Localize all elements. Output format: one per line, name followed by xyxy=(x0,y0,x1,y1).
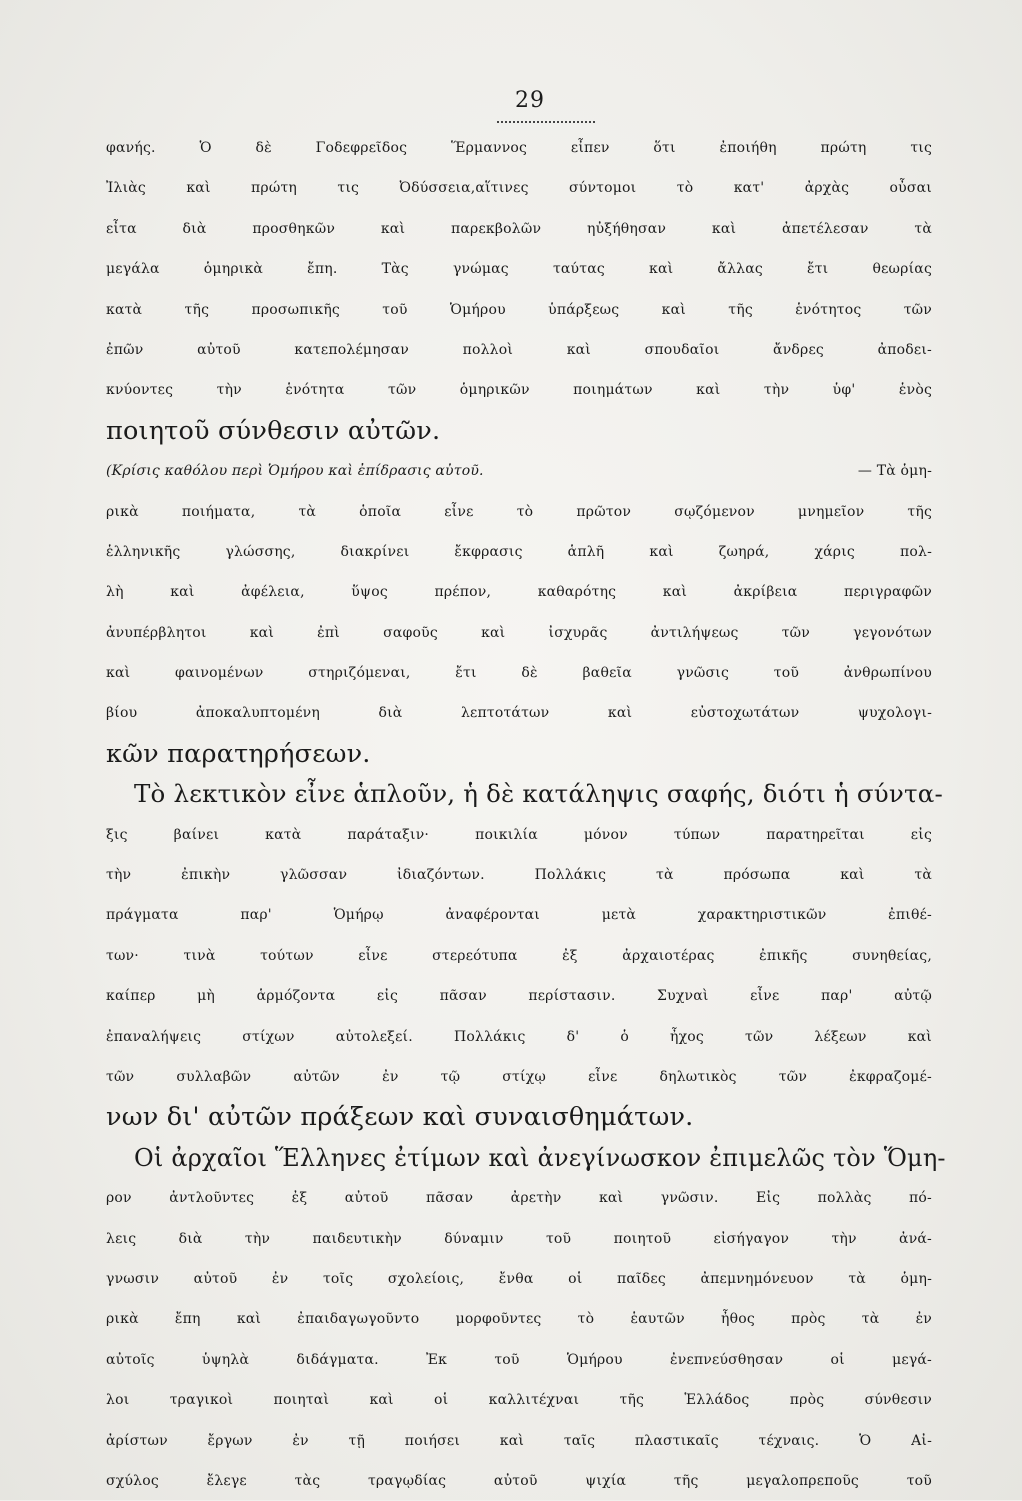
text-line: Ἰλιὰς καὶ πρώτη τις Ὀδύσσεια,αἵτινες σύντομοι τὸ κατ' ἀρχὰς οὖσαι xyxy=(106,180,932,197)
text-line: ξις βαίνει κατὰ παράταξιν· ποικιλία μόνον τύπων παρατηρεῖται εἰς xyxy=(106,826,932,843)
text-line: πράγματα παρ' Ὁμήρῳ ἀναφέρονται μετὰ χαρακτηριστικῶν ἐπιθέ- xyxy=(106,907,932,924)
text-line: σχύλος ἔλεγε τὰς τραγῳδίας αὐτοῦ ψιχία τῆς μεγαλοπρεποῦς τοῦ xyxy=(106,1472,932,1489)
text-line: καίπερ μὴ ἁρμόζοντα εἰς πᾶσαν περίστασιν. Συχναὶ εἶνε παρ' αὐτῷ xyxy=(106,988,932,1005)
body-text xyxy=(106,128,946,1501)
section-heading: (Κρίσις καθόλου περὶ Ὁμήρου καὶ ἐπίδρασις αὐτοῦ. xyxy=(106,463,484,480)
text-line: νων δι' αὐτῶν πράξεων καὶ συναισθημάτων. xyxy=(106,1102,694,1133)
text-line: ἐπῶν αὐτοῦ κατεπολέμησαν πολλοὶ καὶ σπουδαῖοι ἄνδρες ἀποδει- xyxy=(106,341,932,358)
text-line: ρικὰ ποιήματα, τὰ ὁποῖα εἶνε τὸ πρῶτον σῳζόμενον μνημεῖον τῆς xyxy=(106,503,932,520)
paragraph xyxy=(106,451,932,774)
text-line: λεις διὰ τὴν παιδευτικὴν δύναμιν τοῦ ποιητοῦ εἰσήγαγον τὴν ἀνά- xyxy=(106,1230,932,1247)
text-line: ρικὰ ἔπη καὶ ἐπαιδαγωγοῦντο μορφοῦντες τὸ ἑαυτῶν ἦθος πρὸς τὰ ἐν xyxy=(106,1311,932,1328)
text-line: εἶτα διὰ προσθηκῶν καὶ παρεκβολῶν ηὐξήθησαν καὶ ἀπετέλεσαν τὰ xyxy=(106,220,932,237)
text-line: ρον ἀντλοῦντες ἐξ αὐτοῦ πᾶσαν ἀρετὴν καὶ γνῶσιν. Εἰς πολλὰς πό- xyxy=(106,1190,932,1207)
text-line: μεγάλα ὁμηρικὰ ἔπη. Τὰς γνώμας ταύτας καὶ ἄλλας ἔτι θεωρίας xyxy=(106,261,932,278)
page-number-rule xyxy=(497,121,595,123)
page-number: 29 xyxy=(515,88,545,113)
text-line: Οἱ ἀρχαῖοι Ἕλληνες ἐτίμων καὶ ἀνεγίνωσκον ἐπιμελῶς τὸν Ὅμη- xyxy=(134,1143,946,1172)
text-line: βίου ἀποκαλυπτομένη διὰ λεπτοτάτων καὶ εὐστοχωτάτων ψυχολογι- xyxy=(106,705,932,722)
text-line: καὶ φαινομένων στηριζόμεναι, ἔτι δὲ βαθεῖα γνῶσις τοῦ ἀνθρωπίνου xyxy=(106,665,932,682)
text-line: ἑλληνικῆς γλώσσης, διακρίνει ἔκφρασις ἁπλῆ καὶ ζωηρά, χάρις πολ- xyxy=(106,543,932,560)
text-line: κατὰ τῆς προσωπικῆς τοῦ Ὁμήρου ὑπάρξεως καὶ τῆς ἑνότητος τῶν xyxy=(106,301,932,318)
paragraph xyxy=(106,128,932,451)
text-line: κνύοντες τὴν ἑνότητα τῶν ὁμηρικῶν ποιημάτων καὶ τὴν ὑφ' ἑνὸς xyxy=(106,382,932,399)
paragraph xyxy=(106,1138,946,1501)
text-line: γνωσιν αὐτοῦ ἐν τοῖς σχολείοις, ἔνθα οἱ παῖδες ἀπεμνημόνευον τὰ ὁμη- xyxy=(106,1270,932,1287)
text-line: φανής. Ὁ δὲ Γοδεφρεῖδος Ἕρμαννος εἶπεν ὅτι ἐποιήθη πρώτη τις xyxy=(106,140,932,156)
text-fragment: — Τὰ ὁμη- xyxy=(857,463,932,480)
section-heading-line xyxy=(106,451,932,491)
text-line: κῶν παρατηρήσεων. xyxy=(106,738,371,769)
text-line: τῶν συλλαβῶν αὐτῶν ἐν τῷ στίχῳ εἶνε δηλωτικὸς τῶν ἐκφραζομέ- xyxy=(106,1068,932,1085)
text-line: λοι τραγικοὶ ποιηταὶ καὶ οἱ καλλιτέχναι τῆς Ἑλλάδος πρὸς σύνθεσιν xyxy=(106,1392,932,1409)
text-line: ἀρίστων ἔργων ἐν τῇ ποιήσει καὶ ταῖς πλαστικαῖς τέχναις. Ὁ Αἰ- xyxy=(106,1432,932,1449)
text-line: λὴ καὶ ἀφέλεια, ὕψος πρέπον, καθαρότης καὶ ἀκρίβεια περιγραφῶν xyxy=(106,584,932,601)
text-line: τὴν ἐπικὴν γλῶσσαν ἰδιαζόντων. Πολλάκις τὰ πρόσωπα καὶ τὰ xyxy=(106,867,932,884)
text-line: αὐτοῖς ὑψηλὰ διδάγματα. Ἐκ τοῦ Ὁμήρου ἐνεπνεύσθησαν οἱ μεγά- xyxy=(106,1351,932,1368)
text-line: Τὸ λεκτικὸν εἶνε ἁπλοῦν, ἡ δὲ κατάληψις σαφής, διότι ἡ σύντα- xyxy=(134,779,943,809)
paragraph xyxy=(106,774,943,1138)
text-line: ἐπαναλήψεις στίχων αὐτολεξεί. Πολλάκις δ' ὁ ἦχος τῶν λέξεων καὶ xyxy=(106,1028,932,1045)
text-line: ἀνυπέρβλητοι καὶ ἐπὶ σαφοῦς καὶ ἰσχυρᾶς ἀντιλήψεως τῶν γεγονότων xyxy=(106,624,932,641)
text-line: ποιητοῦ σύνθεσιν αὐτῶν. xyxy=(106,415,441,446)
text-line: των· τινὰ τούτων εἶνε στερεότυπα ἐξ ἀρχαιοτέρας ἐπικῆς συνηθείας, xyxy=(106,947,932,964)
